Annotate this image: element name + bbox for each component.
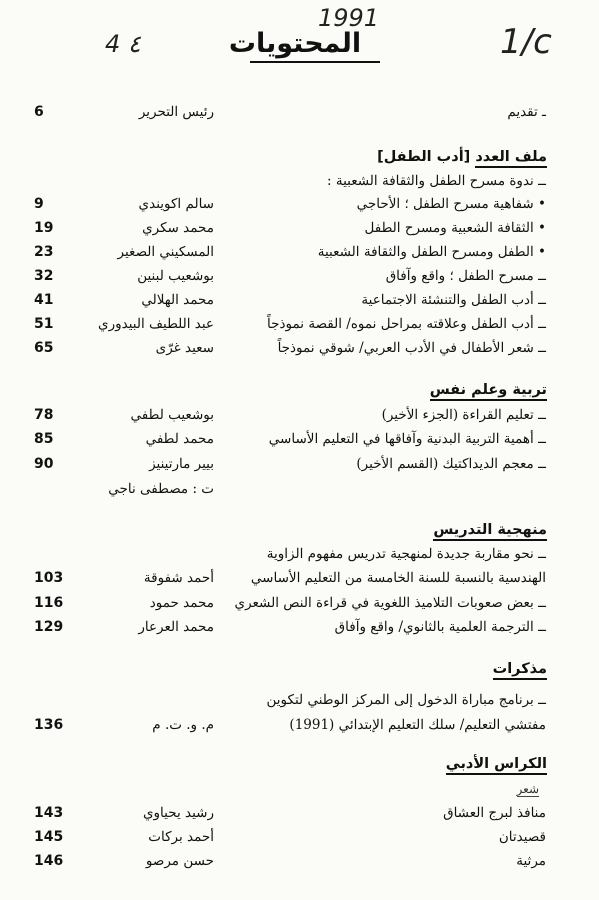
toc-row	[0, 431, 599, 455]
entry-page: 90	[34, 456, 54, 472]
entry-page: 23	[34, 244, 54, 260]
entry-title: منافذ لبرج العشاق	[443, 805, 546, 821]
toc-row	[0, 692, 599, 716]
entry-title: الهندسية بالنسبة للسنة الخامسة من التعليم الأساسي	[250, 570, 546, 586]
toc-row	[0, 268, 599, 292]
entry-title: ــ شعر الأطفال في الأدب العربي/ شوقي نموذجاً	[277, 340, 546, 356]
entry-author: محمد الهلالي	[141, 292, 214, 308]
entry-author: محمد العرعار	[138, 619, 214, 635]
entry-author: محمد سكري	[142, 220, 214, 236]
entry-title: مرثية	[516, 853, 546, 869]
entry-page: 129	[34, 619, 64, 635]
toc-row	[0, 570, 599, 594]
entry-page: 65	[34, 340, 54, 356]
entry-title: ــ تعليم القراءة (الجزء الأخير)	[381, 407, 546, 423]
entry-author: سعيد غرّى	[155, 340, 214, 356]
toc-row	[0, 717, 599, 741]
entry-author: بيير مارتينيز	[149, 456, 214, 472]
handwritten-year: 1991	[318, 4, 380, 32]
toc-row	[0, 546, 599, 570]
section-heading: الكراس الأدبي	[446, 756, 547, 775]
entry-author: أحمد شفوقة	[143, 570, 214, 586]
entry-title: قصيدتان	[498, 829, 546, 845]
entry-author: بوشعيب لطفي	[130, 407, 214, 423]
entry-author: بوشعيب لبنين	[137, 268, 214, 284]
entry-author: أحمد بركات	[148, 829, 214, 845]
entry-page: 136	[34, 717, 64, 733]
entry-page: 116	[34, 595, 64, 611]
entry-title: • الطفل ومسرح الطفل والثقافة الشعبية	[317, 244, 546, 260]
entry-page: 145	[34, 829, 64, 845]
page-title: المحتويات	[228, 28, 362, 59]
section-heading: تربية وعلم نفس	[430, 382, 547, 401]
entry-title: • شفاهية مسرح الطفل ؛ الأحاجي	[356, 196, 546, 212]
entry-title: ــ مسرح الطفل ؛ واقع وآفاق	[385, 268, 546, 284]
entry-author: محمد لطفي	[145, 431, 214, 447]
toc-row	[0, 220, 599, 244]
entry-title: ــ نحو مقاربة جديدة لمنهجية تدريس مفهوم الزاوية	[266, 546, 546, 562]
entry-author: رشيد يحياوي	[142, 805, 214, 821]
entry-page: 146	[34, 853, 64, 869]
toc-row	[0, 853, 599, 877]
section-heading: مذكرات	[493, 661, 547, 680]
entry-author: ت : مصطفى ناجي	[108, 481, 214, 497]
entry-page: 6	[34, 104, 44, 120]
toc-row	[0, 805, 599, 829]
entry-page: 85	[34, 431, 54, 447]
entry-title: ـ تقديم	[507, 104, 546, 120]
section-heading-extra: [أدب الطفل]	[377, 149, 471, 165]
section-heading: ملف العدد [أدب الطفل]	[377, 149, 547, 168]
handwritten-number-left: 4 ٤	[105, 30, 141, 58]
toc-row	[0, 173, 599, 197]
entry-author: م. و. ت. م	[152, 717, 214, 733]
entry-author: رئيس التحرير	[138, 104, 214, 120]
toc-row	[0, 340, 599, 364]
toc-row	[0, 196, 599, 220]
entry-title: ــ أدب الطفل وعلاقته بمراحل نموه/ القصة نموذجاً	[267, 316, 546, 332]
entry-title: ــ أدب الطفل والتنشئة الاجتماعية	[361, 292, 546, 308]
entry-page: 19	[34, 220, 54, 236]
entry-author: المسكيني الصغير	[117, 244, 214, 260]
toc-row	[0, 244, 599, 268]
entry-title: ــ الترجمة العلمية بالثانوي/ واقع وآفاق	[334, 619, 546, 635]
entry-page: 32	[34, 268, 54, 284]
title-underline	[250, 61, 380, 63]
entry-title: • الثقافة الشعبية ومسرح الطفل	[364, 220, 546, 236]
subsection-label: شعر	[516, 782, 539, 796]
entry-title: ــ برنامج مباراة الدخول إلى المركز الوطني لتكوين	[266, 692, 546, 708]
entry-page: 51	[34, 316, 54, 332]
entry-page: 78	[34, 407, 54, 423]
entry-title: مفتشي التعليم/ سلك التعليم الإبتدائي (1991)	[289, 717, 546, 733]
entry-author: حسن مرصو	[145, 853, 214, 869]
entry-author: عبد اللطيف البيدوري	[98, 316, 214, 332]
toc-row	[0, 407, 599, 431]
toc-row	[0, 595, 599, 619]
entry-author: محمد حمود	[149, 595, 214, 611]
entry-title: ــ معجم الديداكتيك (القسم الأخير)	[356, 456, 546, 472]
entry-title: ــ أهمية التربية البدنية وآفاقها في التعليم الأساسي	[268, 431, 546, 447]
entry-author: سالم اكويندي	[138, 196, 214, 212]
toc-row	[0, 619, 599, 643]
entry-title: ــ بعض صعوبات التلاميذ اللغوية في قراءة النص الشعري	[234, 595, 546, 611]
entry-page: 143	[34, 805, 64, 821]
entry-page: 9	[34, 196, 44, 212]
toc-row	[0, 481, 599, 505]
handwritten-code: 1/c	[500, 22, 552, 62]
entry-page: 41	[34, 292, 54, 308]
toc-row	[0, 456, 599, 480]
entry-title: ــ ندوة مسرح الطفل والثقافة الشعبية :	[327, 173, 546, 189]
toc-row	[0, 829, 599, 853]
toc-row	[0, 292, 599, 316]
toc-row-intro	[0, 104, 599, 128]
entry-page: 103	[34, 570, 64, 586]
section-heading: منهجية التدريس	[433, 522, 547, 541]
toc-row	[0, 316, 599, 340]
